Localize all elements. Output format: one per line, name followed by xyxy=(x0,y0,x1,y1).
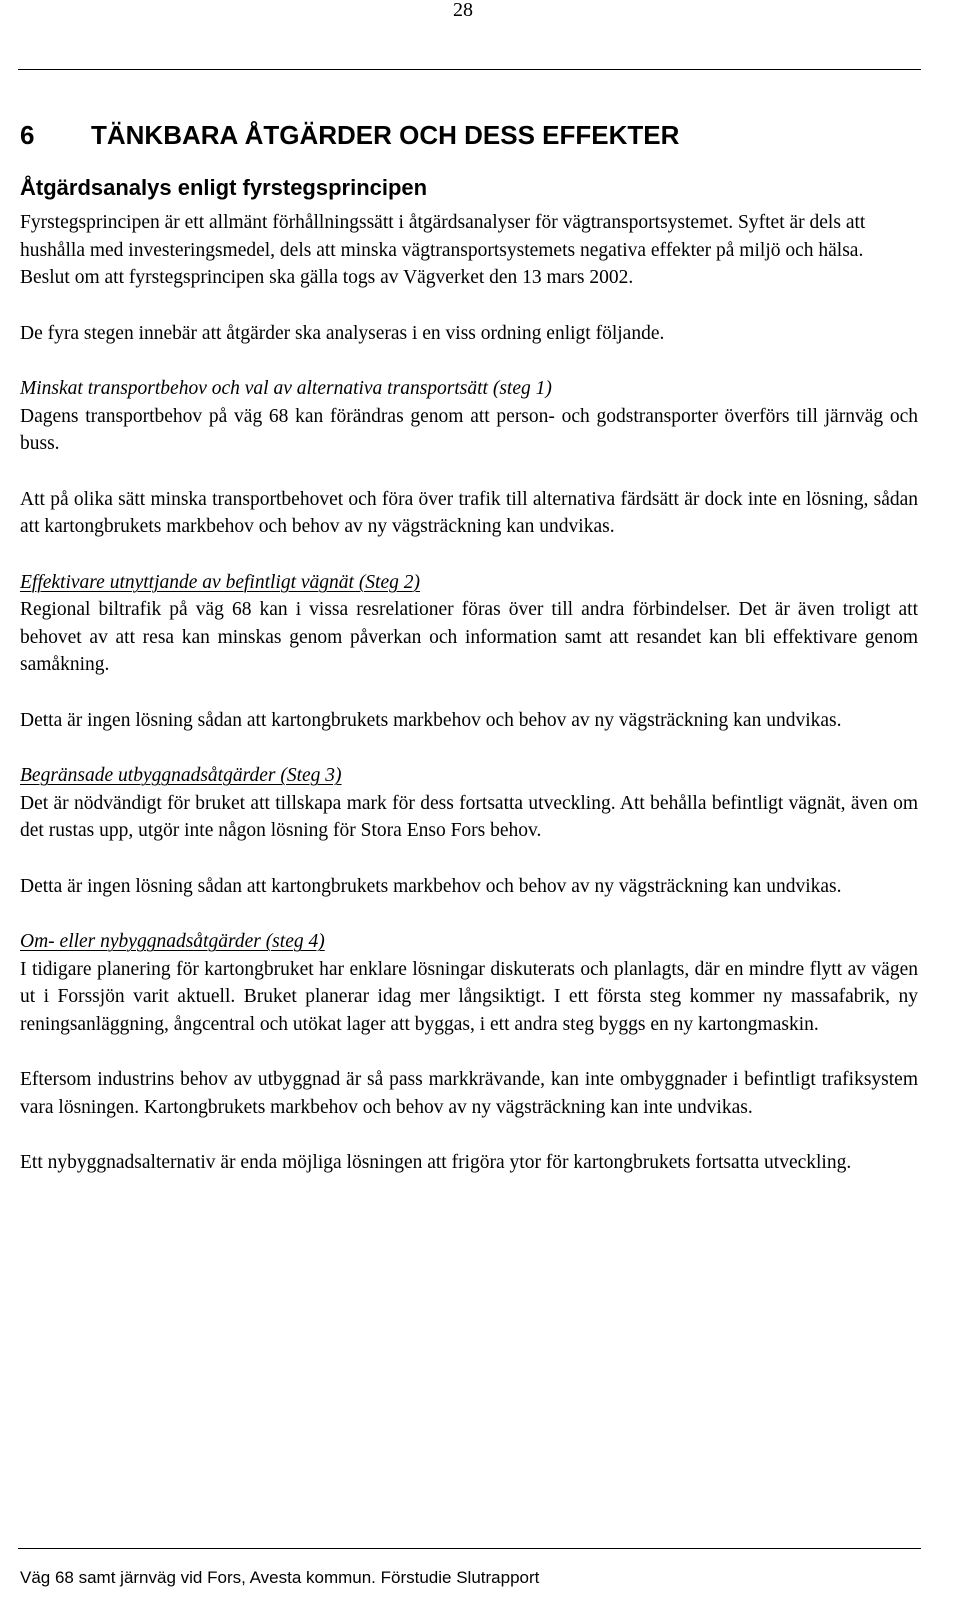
chapter-number: 6 xyxy=(20,120,35,150)
step-4-paragraph-2: Eftersom industrins behov av utbyggnad är så pass markkrävande, kan inte ombyggnader i befintligt trafiksystem vara lösningen. Kartongbrukets markbehov och behov av ny vägsträckning kan inte undvikas. xyxy=(20,1069,918,1118)
step-3-title: Begränsade utbyggnadsåtgärder (Steg 3) xyxy=(20,765,342,786)
intro-paragraph-2: De fyra stegen innebär att åtgärder ska analyseras i en viss ordning enligt följande. xyxy=(20,322,665,344)
page-footer: Väg 68 samt järnväg vid Fors, Avesta kommun. Förstudie Slutrapport xyxy=(20,1568,540,1587)
step-1 xyxy=(20,375,918,541)
step-3-paragraph-1: Det är nödvändigt för bruket att tillskapa mark för dess fortsatta utveckling. Att behålla befintligt vägnät, även om det rustas upp, utgör inte någon lösning för Stora Enso Fors behov. xyxy=(20,792,918,841)
intro-paragraph-1: Fyrstegsprincipen är ett allmänt förhållningssätt i åtgärdsanalyser för vägtransportsystemet. Syftet är dels att hushålla med investeringsmedel, dels att minska vägtransportsystemets negativa effekter på miljö och hälsa. Beslut om att fyrstegsprincipen ska gälla togs av Vägverket den 13 mars 2002. xyxy=(20,212,866,288)
step-3 xyxy=(20,762,918,900)
chapter-heading xyxy=(20,118,918,152)
step-4-title: Om- eller nybyggnadsåtgärder (steg 4) xyxy=(20,931,325,952)
step-3-paragraph-2: Detta är ingen lösning sådan att kartongbrukets markbehov och behov av ny vägsträckning kan undvikas. xyxy=(20,875,842,897)
step-2-paragraph-1: Regional biltrafik på väg 68 kan i vissa resrelationer föras över till andra förbindelser. Det är även troligt att behovet av att resa kan minskas genom påverkan och information samt att resandet kan bli effektivare genom samåkning. xyxy=(20,599,918,675)
section-heading: Åtgärdsanalys enligt fyrstegsprincipen xyxy=(20,175,428,200)
step-2-paragraph-2: Detta är ingen lösning sådan att kartongbrukets markbehov och behov av ny vägsträckning kan undvikas. xyxy=(20,709,842,731)
chapter-title: TÄNKBARA ÅTGÄRDER OCH DESS EFFEKTER xyxy=(91,120,680,150)
step-1-paragraph-2: Att på olika sätt minska transportbehovet och föra över trafik till alternativa färdsätt är dock inte en lösning, sådan att kartongbrukets markbehov och behov av ny vägsträckning kan undvikas. xyxy=(20,488,918,537)
page-number: 28 xyxy=(453,0,473,21)
page-content xyxy=(20,118,918,1177)
header-rule xyxy=(18,69,921,70)
step-1-paragraph-1: Dagens transportbehov på väg 68 kan förändras genom att person- och godstransporter överförs till järnväg och buss. xyxy=(20,405,918,454)
step-2 xyxy=(20,569,918,735)
step-4-paragraph-1: I tidigare planering för kartongbruket har enklare lösningar diskuterats och planlagts, där en mindre flytt av vägen ut i Forssjön varit aktuell. Bruket planerar idag mer långsiktigt. I ett första steg kommer ny massafabrik, ny reningsanläggning, ångcentral och utökat lager att byggas, i ett andra steg byggs en ny kartongmaskin. xyxy=(20,958,918,1035)
step-4-paragraph-3: Ett nybyggnadsalternativ är enda möjliga lösningen att frigöra ytor för kartongbrukets fortsatta utveckling. xyxy=(20,1152,852,1173)
step-2-title: Effektivare utnyttjande av befintligt vägnät (Steg 2) xyxy=(20,571,420,593)
step-1-title: Minskat transportbehov och val av alternativa transportsätt (steg 1) xyxy=(20,378,552,399)
step-4 xyxy=(20,928,918,1177)
footer-rule xyxy=(18,1548,921,1549)
